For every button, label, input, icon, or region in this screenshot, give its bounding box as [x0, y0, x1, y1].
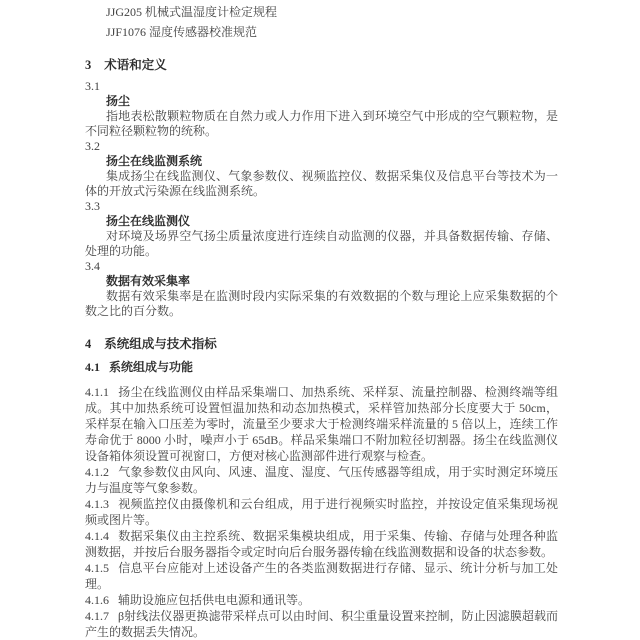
section-3-heading: [85, 58, 558, 73]
clause-text: 信息平台应能对上述设备产生的各类监测数据进行存储、显示、统计分析与加工处理。: [85, 561, 558, 591]
clause-number: 4.1.4: [85, 529, 109, 543]
term-block: [85, 199, 558, 259]
clause-paragraph: [85, 528, 558, 560]
section-4-title: 系统组成与技术指标: [104, 337, 217, 351]
term-block: [85, 79, 558, 139]
clause-number: 4.1.1: [85, 385, 109, 399]
clause-number: 4.1.3: [85, 497, 109, 511]
term-name: 数据有效采集率: [106, 274, 191, 288]
section-4-heading: [85, 337, 558, 352]
clause-text: β射线法仪器更换滤带采样点可以由时间、积尘重量设置来控制，防止因滤膜超载而产生的数据丢失情况。: [85, 609, 558, 639]
clause-paragraph: [85, 384, 558, 464]
section-4-1-title: 系统组成与功能: [109, 360, 194, 374]
clause-number: 4.1.2: [85, 465, 109, 479]
term-definition: 集成扬尘在线监测仪、气象参数仪、视频监控仪、数据采集仪及信息平台等技术为一体的开放式污染源在线监测系统。: [85, 169, 558, 198]
clause-text: 辅助设施应包括供电电源和通讯等。: [118, 593, 311, 607]
term-number: 3.4: [85, 259, 100, 273]
term-definition: 指地表松散颗粒物质在自然力或人力作用下进入到环境空气中形成的空气颗粒物，是不同粒径颗粒物的统称。: [85, 109, 558, 138]
clause-text: 视频监控仪由摄像机和云台组成，用于进行视频实时监控，并按设定值采集现场视频或图片等。: [85, 497, 558, 527]
term-number: 3.1: [85, 79, 100, 93]
term-name: 扬尘在线监测系统: [106, 154, 203, 168]
term-definition: 对环境及场界空气扬尘质量浓度进行连续自动监测的仪器，并具备数据传输、存储、处理的功能。: [85, 229, 558, 258]
clause-paragraph: [85, 496, 558, 528]
reference-list: [85, 2, 558, 42]
term-block: [85, 139, 558, 199]
reference-item: JJF1076 湿度传感器校准规范: [106, 25, 258, 39]
terms-list: [85, 79, 558, 319]
clause-text: 数据采集仪由主控系统、数据采集模块组成，用于采集、传输、存储与处理各种监测数据，并按后台服务器指令或定时向后台服务器传输在线监测数据和设备的状态参数。: [85, 529, 558, 559]
section-3-number: 3: [85, 58, 92, 72]
section-3-title: 术语和定义: [104, 58, 167, 72]
term-name: 扬尘在线监测仪: [106, 214, 191, 228]
clause-paragraph: [85, 608, 558, 640]
clause-number: 4.1.5: [85, 561, 109, 575]
reference-item: JJG205 机械式温湿度计检定规程: [106, 5, 278, 19]
clause-text: 扬尘在线监测仪由样品采集端口、加热系统、采样泵、流量控制器、检测终端等组成。其中加热系统可设置恒温加热和动态加热模式，采样管加热部分长度要大于 50cm，采样泵在输入口压差为零时，流量至少要求大于检测终端采样流量的 5 倍以上，连续工作寿命优于 8000 小时，噪声小于 65dB。样品采集端口不附加粒径切割器。扬尘在线监测仪设备箱体须设置可视窗口，方便对核心监测部件进行观察与检查。: [85, 385, 558, 463]
term-block: [85, 259, 558, 319]
section-4-1-number: 4.1: [85, 360, 100, 374]
clause-text: 气象参数仪由风向、风速、温度、湿度、气压传感器等组成，用于实时测定环境压力与温度等气象参数。: [85, 465, 558, 495]
term-definition: 数据有效采集率是在监测时段内实际采集的有效数据的个数与理论上应采集数据的个数之比的百分数。: [85, 289, 558, 318]
clause-number: 4.1.6: [85, 593, 109, 607]
clauses-list: [85, 384, 558, 640]
term-name: 扬尘: [106, 94, 131, 108]
clause-paragraph: [85, 464, 558, 496]
term-number: 3.2: [85, 139, 100, 153]
clause-number: 4.1.7: [85, 609, 109, 623]
term-number: 3.3: [85, 199, 100, 213]
section-4-number: 4: [85, 337, 92, 351]
clause-paragraph: [85, 560, 558, 592]
clause-paragraph: [85, 592, 558, 608]
section-4-1-subheading: [85, 360, 558, 375]
